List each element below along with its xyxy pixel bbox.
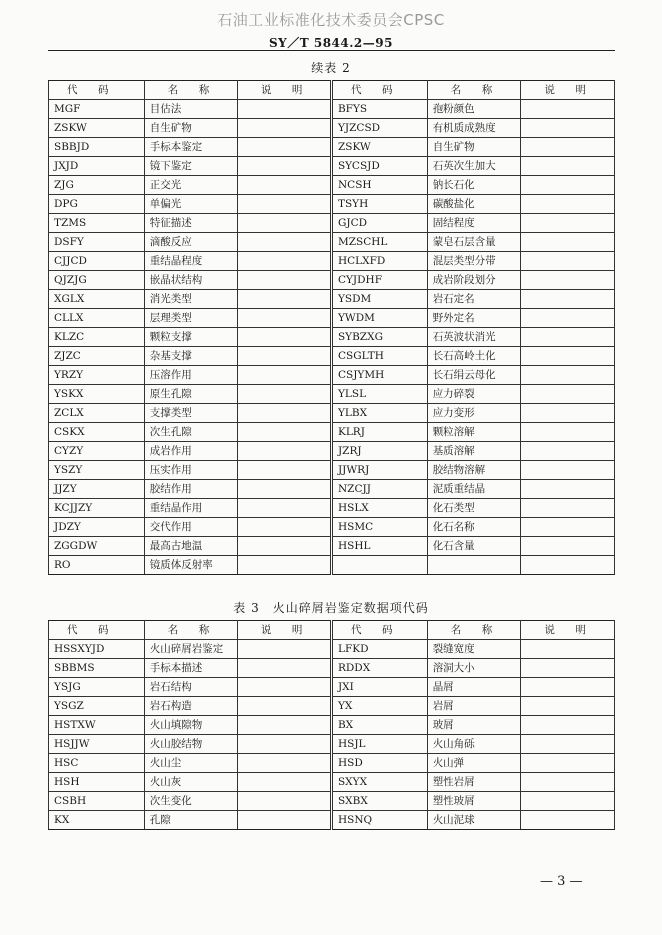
cell-name: 晶屑 xyxy=(427,678,521,697)
table3 xyxy=(48,620,615,830)
cell-name: 消光类型 xyxy=(144,290,238,309)
standard-code: SY／T 5844.2—95 xyxy=(269,36,393,50)
table-row xyxy=(49,754,615,773)
cell-name: 火山填隙物 xyxy=(144,716,238,735)
cell-name: 孢粉颜色 xyxy=(427,100,521,119)
cell-note xyxy=(521,138,615,157)
cell-note xyxy=(521,404,615,423)
cell-code: JJWRJ xyxy=(331,461,427,480)
cell-code: JDZY xyxy=(49,518,145,537)
cell-note xyxy=(238,773,332,792)
cell-note xyxy=(238,309,332,328)
column-header-name: 名 称 xyxy=(427,81,521,100)
cell-code: YSJG xyxy=(49,678,145,697)
cell-note xyxy=(238,461,332,480)
cell-name: 应力碎裂 xyxy=(427,385,521,404)
cell-note xyxy=(521,290,615,309)
cell-note xyxy=(238,233,332,252)
cell-name: 镜下鉴定 xyxy=(144,157,238,176)
cell-note xyxy=(238,100,332,119)
cell-name: 石英次生加大 xyxy=(427,157,521,176)
cell-name: 颗粒支撑 xyxy=(144,328,238,347)
cell-code: CLLX xyxy=(49,309,145,328)
cell-code xyxy=(331,556,427,575)
cell-name: 支撑类型 xyxy=(144,404,238,423)
table-row xyxy=(49,773,615,792)
watermark-text: 石油工业标准化技术委员会CPSC xyxy=(217,11,445,29)
table-row xyxy=(49,461,615,480)
cell-code: YSZY xyxy=(49,461,145,480)
cell-name: 手标本鉴定 xyxy=(144,138,238,157)
cell-name: 岩石构造 xyxy=(144,697,238,716)
cell-note xyxy=(521,328,615,347)
cell-note xyxy=(521,423,615,442)
cell-name: 孔隙 xyxy=(144,811,238,830)
cell-name: 胶结物溶解 xyxy=(427,461,521,480)
cell-note xyxy=(521,347,615,366)
table-row xyxy=(49,214,615,233)
cell-code: HCLXFD xyxy=(331,252,427,271)
cell-code: ZSKW xyxy=(331,138,427,157)
cell-code: HSHL xyxy=(331,537,427,556)
cell-code: YJZCSD xyxy=(331,119,427,138)
cell-code: YLBX xyxy=(331,404,427,423)
cell-code: QJZJG xyxy=(49,271,145,290)
cell-note xyxy=(238,678,332,697)
cell-name: 嵌晶状结构 xyxy=(144,271,238,290)
cell-code: HSSXYJD xyxy=(49,640,145,659)
cell-name: 成岩作用 xyxy=(144,442,238,461)
cell-code: KLRJ xyxy=(331,423,427,442)
table-row xyxy=(49,716,615,735)
cell-note xyxy=(238,659,332,678)
table-row xyxy=(49,404,615,423)
column-header-name: 名 称 xyxy=(144,621,238,640)
cell-name: 岩石结构 xyxy=(144,678,238,697)
cell-note xyxy=(521,480,615,499)
table-row xyxy=(49,366,615,385)
cell-name: 化石含量 xyxy=(427,537,521,556)
cell-name: 碳酸盐化 xyxy=(427,195,521,214)
cell-code: XGLX xyxy=(49,290,145,309)
cell-note xyxy=(238,480,332,499)
cell-code: NCSH xyxy=(331,176,427,195)
cell-code: SYCSJD xyxy=(331,157,427,176)
table-row xyxy=(49,385,615,404)
cell-name: 岩石定名 xyxy=(427,290,521,309)
cell-code: ZJG xyxy=(49,176,145,195)
column-header-name: 名 称 xyxy=(144,81,238,100)
cell-note xyxy=(238,442,332,461)
cell-note xyxy=(521,537,615,556)
cell-note xyxy=(521,556,615,575)
cell-code: SBBMS xyxy=(49,659,145,678)
cell-note xyxy=(238,499,332,518)
cell-note xyxy=(238,347,332,366)
cell-name: 最高古地温 xyxy=(144,537,238,556)
cell-name xyxy=(427,556,521,575)
cell-code: HSJL xyxy=(331,735,427,754)
table2-caption: 续表 2 xyxy=(311,61,351,75)
cell-name: 正交光 xyxy=(144,176,238,195)
cell-name: 火山尘 xyxy=(144,754,238,773)
column-header-note: 说 明 xyxy=(238,621,332,640)
cell-code: ZGGDW xyxy=(49,537,145,556)
cell-note xyxy=(238,176,332,195)
cell-name: 野外定名 xyxy=(427,309,521,328)
column-header-code: 代 码 xyxy=(49,81,145,100)
cell-code: YRZY xyxy=(49,366,145,385)
cell-name: 火山碎屑岩鉴定 xyxy=(144,640,238,659)
column-header-note: 说 明 xyxy=(521,621,615,640)
cell-code: TSYH xyxy=(331,195,427,214)
cell-code: YWDM xyxy=(331,309,427,328)
cell-note xyxy=(521,792,615,811)
cell-note xyxy=(521,119,615,138)
cell-name: 滴酸反应 xyxy=(144,233,238,252)
cell-note xyxy=(521,640,615,659)
cell-name: 裂缝宽度 xyxy=(427,640,521,659)
cell-note xyxy=(238,195,332,214)
cell-code: JJZY xyxy=(49,480,145,499)
cell-note xyxy=(521,678,615,697)
table-row xyxy=(49,518,615,537)
column-header-note: 说 明 xyxy=(521,81,615,100)
cell-code: BX xyxy=(331,716,427,735)
column-header-code: 代 码 xyxy=(49,621,145,640)
cell-note xyxy=(521,499,615,518)
table2 xyxy=(48,80,615,575)
cell-name: 杂基支撑 xyxy=(144,347,238,366)
cell-code: YSKX xyxy=(49,385,145,404)
cell-name: 应力变形 xyxy=(427,404,521,423)
cell-note xyxy=(238,792,332,811)
cell-name: 混层类型分带 xyxy=(427,252,521,271)
cell-name: 石英波状消光 xyxy=(427,328,521,347)
table-row xyxy=(49,290,615,309)
cell-note xyxy=(238,423,332,442)
cell-note xyxy=(238,214,332,233)
cell-note xyxy=(521,773,615,792)
cell-name: 压溶作用 xyxy=(144,366,238,385)
table-row xyxy=(49,442,615,461)
cell-name: 有机质成熟度 xyxy=(427,119,521,138)
cell-note xyxy=(521,252,615,271)
table-row xyxy=(49,556,615,575)
cell-code: MGF xyxy=(49,100,145,119)
header-row xyxy=(49,621,615,640)
cell-code: DPG xyxy=(49,195,145,214)
cell-code: CJJCD xyxy=(49,252,145,271)
cell-note xyxy=(521,100,615,119)
table-row xyxy=(49,157,615,176)
cell-name: 颗粒溶解 xyxy=(427,423,521,442)
cell-note xyxy=(521,461,615,480)
cell-code: JXJD xyxy=(49,157,145,176)
cell-note xyxy=(238,252,332,271)
cell-name: 原生孔隙 xyxy=(144,385,238,404)
cell-name: 交代作用 xyxy=(144,518,238,537)
cell-name: 长石绢云母化 xyxy=(427,366,521,385)
table-row xyxy=(49,328,615,347)
table-row xyxy=(49,176,615,195)
column-header-note: 说 明 xyxy=(238,81,332,100)
cell-code: CYJDHF xyxy=(331,271,427,290)
table-row xyxy=(49,678,615,697)
cell-code: HSH xyxy=(49,773,145,792)
cell-code: TZMS xyxy=(49,214,145,233)
cell-note xyxy=(521,735,615,754)
cell-name: 固结程度 xyxy=(427,214,521,233)
cell-name: 岩屑 xyxy=(427,697,521,716)
cell-code: HSC xyxy=(49,754,145,773)
cell-name: 火山灰 xyxy=(144,773,238,792)
cell-name: 自生矿物 xyxy=(427,138,521,157)
table-row xyxy=(49,480,615,499)
cell-note xyxy=(521,271,615,290)
table-row xyxy=(49,792,615,811)
cell-note xyxy=(521,811,615,830)
cell-note xyxy=(521,442,615,461)
table-row xyxy=(49,659,615,678)
table-row xyxy=(49,309,615,328)
cell-name: 塑性玻屑 xyxy=(427,792,521,811)
table-row xyxy=(49,811,615,830)
cell-code: YLSL xyxy=(331,385,427,404)
cell-code: RO xyxy=(49,556,145,575)
cell-code: DSFY xyxy=(49,233,145,252)
cell-code: CSBH xyxy=(49,792,145,811)
cell-code: BFYS xyxy=(331,100,427,119)
table-row xyxy=(49,640,615,659)
table-row xyxy=(49,252,615,271)
cell-code: SXBX xyxy=(331,792,427,811)
table-row xyxy=(49,347,615,366)
table-row xyxy=(49,233,615,252)
cell-name: 火山弹 xyxy=(427,754,521,773)
cell-name: 重结晶作用 xyxy=(144,499,238,518)
cell-name: 化石名称 xyxy=(427,518,521,537)
cell-name: 化石类型 xyxy=(427,499,521,518)
cell-code: KCJJZY xyxy=(49,499,145,518)
cell-note xyxy=(238,385,332,404)
cell-note xyxy=(521,309,615,328)
cell-name: 次生变化 xyxy=(144,792,238,811)
column-header-code: 代 码 xyxy=(331,81,427,100)
cell-name: 成岩阶段划分 xyxy=(427,271,521,290)
cell-note xyxy=(238,119,332,138)
cell-name: 目估法 xyxy=(144,100,238,119)
table3-caption: 表 3 火山碎屑岩鉴定数据项代码 xyxy=(233,601,429,615)
cell-code: CSKX xyxy=(49,423,145,442)
cell-name: 胶结作用 xyxy=(144,480,238,499)
column-header-code: 代 码 xyxy=(331,621,427,640)
cell-note xyxy=(238,537,332,556)
table-row xyxy=(49,119,615,138)
cell-name: 塑性岩屑 xyxy=(427,773,521,792)
cell-code: HSTXW xyxy=(49,716,145,735)
cell-note xyxy=(238,271,332,290)
cell-name: 单偏光 xyxy=(144,195,238,214)
cell-name: 手标本描述 xyxy=(144,659,238,678)
table-row xyxy=(49,697,615,716)
cell-code: HSNQ xyxy=(331,811,427,830)
cell-name: 玻屑 xyxy=(427,716,521,735)
cell-note xyxy=(521,195,615,214)
table-row xyxy=(49,735,615,754)
cell-code: MZSCHL xyxy=(331,233,427,252)
cell-note xyxy=(238,328,332,347)
cell-note xyxy=(238,735,332,754)
cell-note xyxy=(238,157,332,176)
cell-code: KX xyxy=(49,811,145,830)
table-row xyxy=(49,537,615,556)
cell-code: LFKD xyxy=(331,640,427,659)
cell-note xyxy=(238,366,332,385)
cell-note xyxy=(238,290,332,309)
cell-code: YX xyxy=(331,697,427,716)
cell-code: RDDX xyxy=(331,659,427,678)
cell-note xyxy=(521,214,615,233)
cell-note xyxy=(521,697,615,716)
cell-note xyxy=(238,754,332,773)
cell-code: JZRJ xyxy=(331,442,427,461)
table-row xyxy=(49,138,615,157)
cell-note xyxy=(521,716,615,735)
cell-name: 泥质重结晶 xyxy=(427,480,521,499)
table-row xyxy=(49,195,615,214)
cell-name: 压实作用 xyxy=(144,461,238,480)
cell-name: 基质溶解 xyxy=(427,442,521,461)
cell-code: ZJZC xyxy=(49,347,145,366)
cell-name: 火山角砾 xyxy=(427,735,521,754)
cell-note xyxy=(521,385,615,404)
cell-name: 火山胶结物 xyxy=(144,735,238,754)
cell-note xyxy=(238,716,332,735)
cell-code: CSGLTH xyxy=(331,347,427,366)
header-rule xyxy=(48,50,615,51)
cell-code: KLZC xyxy=(49,328,145,347)
cell-note xyxy=(521,518,615,537)
cell-code: HSMC xyxy=(331,518,427,537)
cell-code: YSGZ xyxy=(49,697,145,716)
cell-code: ZCLX xyxy=(49,404,145,423)
cell-note xyxy=(238,556,332,575)
cell-name: 长石高岭土化 xyxy=(427,347,521,366)
cell-note xyxy=(521,366,615,385)
cell-note xyxy=(238,518,332,537)
cell-note xyxy=(238,138,332,157)
table-row xyxy=(49,423,615,442)
cell-note xyxy=(521,233,615,252)
cell-name: 自生矿物 xyxy=(144,119,238,138)
cell-name: 溶洞大小 xyxy=(427,659,521,678)
cell-note xyxy=(238,404,332,423)
cell-code: HSLX xyxy=(331,499,427,518)
cell-note xyxy=(521,754,615,773)
cell-code: JXI xyxy=(331,678,427,697)
cell-code: HSD xyxy=(331,754,427,773)
cell-code: CYZY xyxy=(49,442,145,461)
cell-code: SXYX xyxy=(331,773,427,792)
cell-note xyxy=(521,157,615,176)
table-row xyxy=(49,100,615,119)
cell-code: SBBJD xyxy=(49,138,145,157)
page-number: — 3 — xyxy=(540,874,583,889)
cell-name: 重结晶程度 xyxy=(144,252,238,271)
cell-code: GJCD xyxy=(331,214,427,233)
cell-name: 次生孔隙 xyxy=(144,423,238,442)
cell-code: YSDM xyxy=(331,290,427,309)
cell-name: 特征描述 xyxy=(144,214,238,233)
cell-name: 层理类型 xyxy=(144,309,238,328)
cell-code: HSJJW xyxy=(49,735,145,754)
cell-name: 蒙皂石层含量 xyxy=(427,233,521,252)
cell-code: SYBZXG xyxy=(331,328,427,347)
table-row xyxy=(49,271,615,290)
cell-name: 火山泥球 xyxy=(427,811,521,830)
cell-note xyxy=(238,640,332,659)
table-row xyxy=(49,499,615,518)
cell-note xyxy=(521,176,615,195)
cell-note xyxy=(521,659,615,678)
header-row xyxy=(49,81,615,100)
cell-note xyxy=(238,697,332,716)
cell-code: CSJYMH xyxy=(331,366,427,385)
cell-note xyxy=(238,811,332,830)
column-header-name: 名 称 xyxy=(427,621,521,640)
cell-code: NZCJJ xyxy=(331,480,427,499)
cell-name: 镜质体反射率 xyxy=(144,556,238,575)
cell-code: ZSKW xyxy=(49,119,145,138)
cell-name: 钠长石化 xyxy=(427,176,521,195)
